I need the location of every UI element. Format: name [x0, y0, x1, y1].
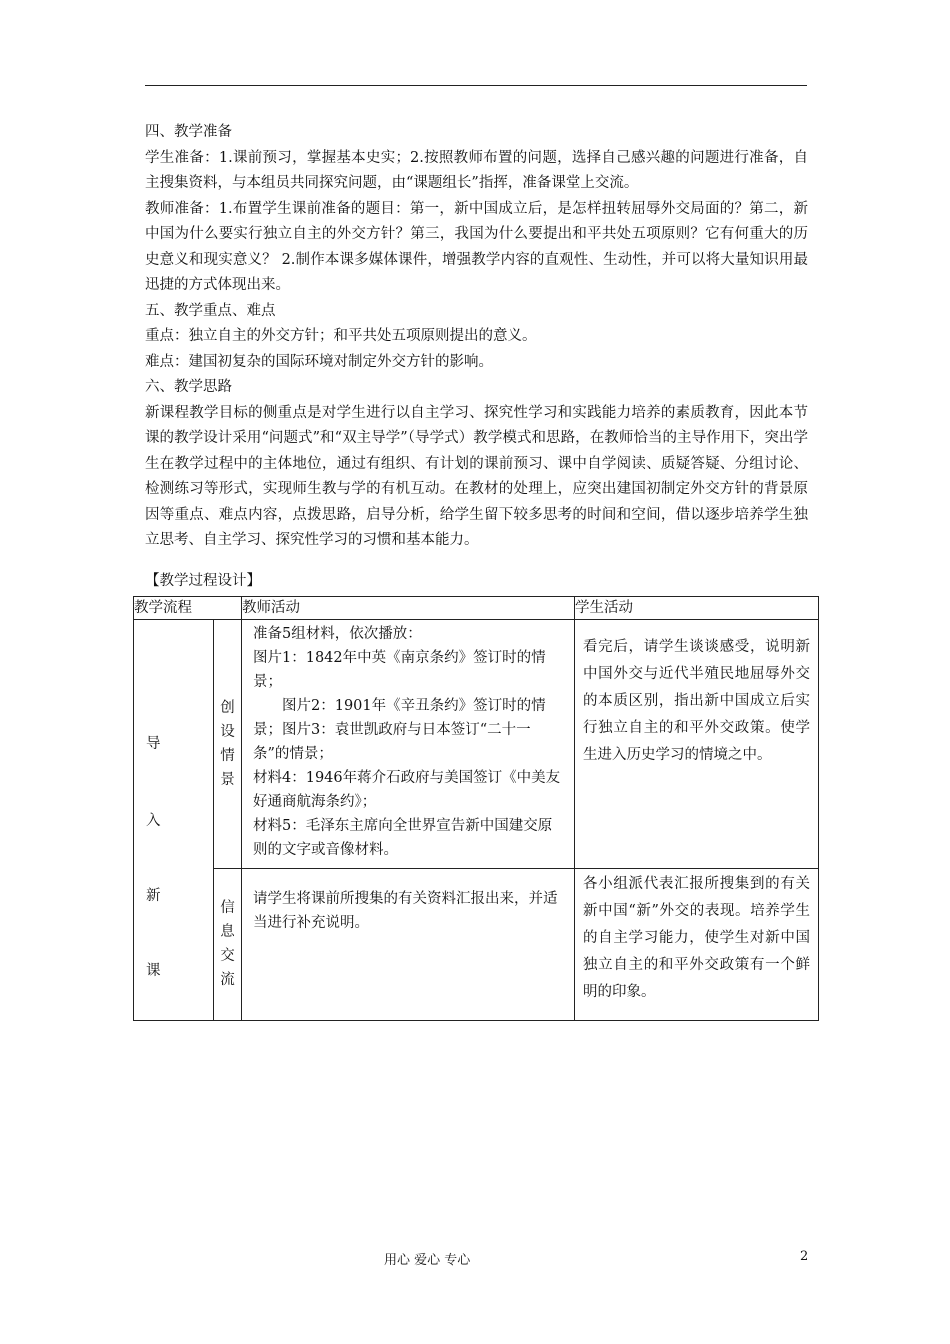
teacher-line: 请学生将课前所搜集的有关资料汇报出来，并适当进行补充说明。 — [253, 890, 558, 931]
teacher-activity-cell — [242, 868, 575, 1020]
teacher-line: 图片1：1842年中英《南京条约》签订时的情景； — [253, 650, 546, 690]
sub-stage-label — [214, 868, 242, 1020]
sub-stage-char: 情 — [220, 747, 235, 764]
sub-stage-char: 交 — [220, 948, 235, 965]
teaching-approach-paragraph: 新课程教学目标的侧重点是对学生进行以自主学习、探究性学习和实践能力培养的素质教育，因此本节课的教学设计采用“问题式”和“双主导学”（导学式）教学模式和思路，在教师恰当的主导作用下，突出学生在教学过程中的主体地位，通过有组织、有计划的课前预习、课中自学阅读、质疑答疑、分组讨论、检测练习等形式，实现师生教与学的有机互动。在教材的处理上，应突出建国初制定外交方针的背景原因等重点、难点内容，点拨思路，启导分析，给学生留下较多思考的时间和空间，借以逐步培养学生独立思考、自主学习、探究性学习的习惯和基本能力。 — [145, 404, 808, 548]
section5-heading: 五、教学重点、难点 — [145, 302, 276, 319]
footer-motto: 用心 爱心 专心 — [384, 1253, 471, 1268]
sub-stage-char: 息 — [220, 924, 235, 941]
header-student: 学生活动 — [575, 597, 819, 620]
page-number: 2 — [800, 1249, 809, 1264]
stage-char: 导 — [146, 736, 161, 752]
teacher-activity-cell — [242, 620, 575, 869]
stage-char: 入 — [146, 813, 161, 829]
sub-stage-char: 创 — [220, 699, 235, 716]
student-prep-paragraph: 学生准备：1.课前预习，掌握基本史实；2.按照教师布置的问题，选择自己感兴趣的问题进行准备，自主搜集资料，与本组员共同探究问题，由“课题组长”指挥，准备课堂上交流。 — [145, 149, 808, 191]
table-header-row — [134, 597, 819, 620]
sub-stage-char: 信 — [220, 900, 235, 917]
header-rule — [145, 85, 807, 86]
section6-heading: 六、教学思路 — [145, 379, 232, 395]
stage-char: 新 — [146, 888, 161, 904]
table-row — [134, 620, 819, 869]
stage-char: 课 — [146, 963, 161, 979]
stage-cell — [134, 620, 214, 1021]
sub-stage-label — [214, 620, 242, 869]
teacher-prep-paragraph: 教师准备：1.布置学生课前准备的题目：第一，新中国成立后，是怎样扭转屈辱外交局面的？第二，新中国为什么要实行独立自主的外交方针？第三，我国为什么要提出和平共处五项原则？它有何重大的历史意义和现实意义？ 2.制作本课多媒体课件，增强教学内容的直观性、生动性，并可以将大量知识用最迅捷的方式体现出来。 — [145, 200, 808, 293]
difficulty-paragraph: 难点：建国初复杂的国际环境对制定外交方针的影响。 — [145, 353, 493, 370]
teacher-line: 材料4：1946年蒋介石政府与美国签订《中美友好通商航海条约》； — [253, 770, 561, 810]
teaching-process-table — [133, 596, 819, 1021]
key-point-paragraph: 重点：独立自主的外交方针；和平共处五项原则提出的意义。 — [145, 328, 537, 344]
sub-stage-char: 流 — [220, 972, 235, 989]
teacher-line: 材料5：毛泽东主席向全世界宣告新中国建交原则的文字或音像材料。 — [253, 818, 553, 858]
student-activity-cell: 各小组派代表汇报所搜集到的有关新中国“新”外交的表现。培养学生的自主学习能力，使学生对新中国独立自主的和平外交政策有一个鲜明的印象。 — [575, 868, 819, 1020]
sub-stage-char: 景 — [220, 771, 235, 788]
table-row — [134, 868, 819, 1020]
header-flow: 教学流程 — [134, 597, 242, 620]
document-body — [145, 120, 808, 554]
header-teacher: 教师活动 — [242, 597, 575, 620]
sub-stage-char: 设 — [220, 723, 235, 740]
student-activity-cell: 看完后，请学生谈谈感受，说明新中国外交与近代半殖民地屈辱外交的本质区别，指出新中国成立后实行独立自主的和平外交政策。使学生进入历史学习的情境之中。 — [575, 620, 819, 869]
teacher-line: 图片2：1901年《辛丑条约》签订时的情景；图片3：袁世凯政府与日本签订“二十一条”的情景； — [253, 698, 546, 762]
table-title: 【教学过程设计】 — [145, 573, 261, 589]
teacher-line: 准备5组材料，依次播放： — [253, 626, 422, 642]
section4-heading: 四、教学准备 — [145, 124, 232, 140]
